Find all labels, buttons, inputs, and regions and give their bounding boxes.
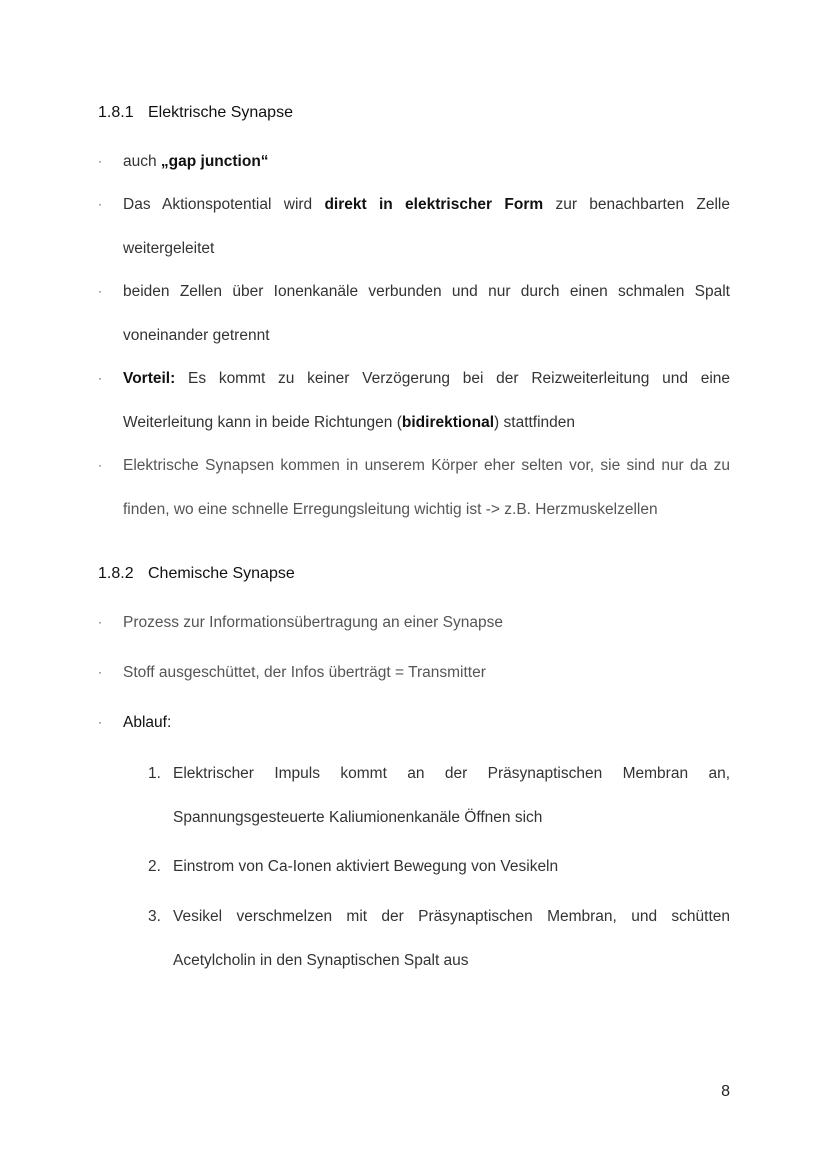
- step-number: 2.: [148, 858, 161, 875]
- list-item-emphasis: „gap junction“: [160, 153, 269, 170]
- bullet-symbol: ·: [98, 715, 102, 729]
- bullet-symbol: ·: [98, 154, 102, 168]
- bullet-symbol: ·: [98, 197, 102, 211]
- numbered-step: [148, 752, 730, 839]
- list-item-text: zur benachbarten Zelle weitergeleitet: [123, 196, 730, 257]
- list-item-text: beiden Zellen über Ionenkanäle verbunden und nur durch einen schmalen Spalt voneinander getrennt: [123, 283, 730, 344]
- step-text: Elektrischer Impuls kommt an der Präsynaptischen Membran an, Spannungsgesteuerte Kaliumionenkanäle Öffnen sich: [173, 765, 730, 826]
- section-title: Chemische Synapse: [148, 565, 295, 582]
- list-item: [98, 270, 730, 357]
- page-number: 8: [721, 1083, 730, 1100]
- section-heading-1-8-2: [98, 565, 295, 583]
- bullet-symbol: ·: [98, 458, 102, 472]
- list-item: [98, 651, 730, 695]
- list-item-emphasis: Vorteil:: [123, 370, 176, 387]
- list-item: [98, 601, 730, 645]
- list-item: [98, 701, 730, 745]
- list-item-text: Es kommt zu keiner Verzögerung bei der Reizweiterleitung und eine Weiterleitung kann in beide Richtungen (: [123, 370, 730, 431]
- list-item: [98, 140, 730, 184]
- list-item-text: Prozess zur Informationsübertragung an einer Synapse: [123, 614, 503, 631]
- section-number: 1.8.1: [98, 104, 134, 121]
- step-text: Vesikel verschmelzen mit der Präsynaptischen Membran, und schütten Acetylcholin in den Synaptischen Spalt aus: [173, 908, 730, 969]
- list-item-text: Stoff ausgeschüttet, der Infos überträgt = Transmitter: [123, 664, 486, 681]
- list-item-text: Das Aktionspotential wird: [123, 196, 325, 213]
- list-item: [98, 183, 730, 270]
- numbered-step: [148, 895, 730, 982]
- list-item-text: Ablauf:: [123, 714, 172, 731]
- bullet-symbol: ·: [98, 284, 102, 298]
- section-title: Elektrische Synapse: [148, 104, 293, 121]
- section-number: 1.8.2: [98, 565, 134, 582]
- list-item-emphasis: direkt in elektrischer Form: [324, 196, 544, 213]
- step-text: Einstrom von Ca-Ionen aktiviert Bewegung von Vesikeln: [173, 858, 559, 875]
- list-item-text: ) stattfinden: [494, 413, 576, 431]
- list-item-text: Elektrische Synapsen kommen in unserem Körper eher selten vor, sie sind nur da zu finden, wo eine schnelle Erregungsleitung wichtig ist -> z.B. Herzmuskelzellen: [123, 457, 730, 518]
- numbered-step: [148, 845, 730, 889]
- list-item-emphasis: bidirektional: [401, 413, 495, 431]
- step-number: 1.: [148, 765, 161, 782]
- step-number: 3.: [148, 908, 161, 925]
- bullet-symbol: ·: [98, 371, 102, 385]
- section-heading-1-8-1: [98, 104, 293, 122]
- list-item-text: auch: [123, 153, 161, 170]
- list-item: [98, 357, 730, 444]
- bullet-symbol: ·: [98, 615, 102, 629]
- bullet-symbol: ·: [98, 665, 102, 679]
- list-item: [98, 444, 730, 531]
